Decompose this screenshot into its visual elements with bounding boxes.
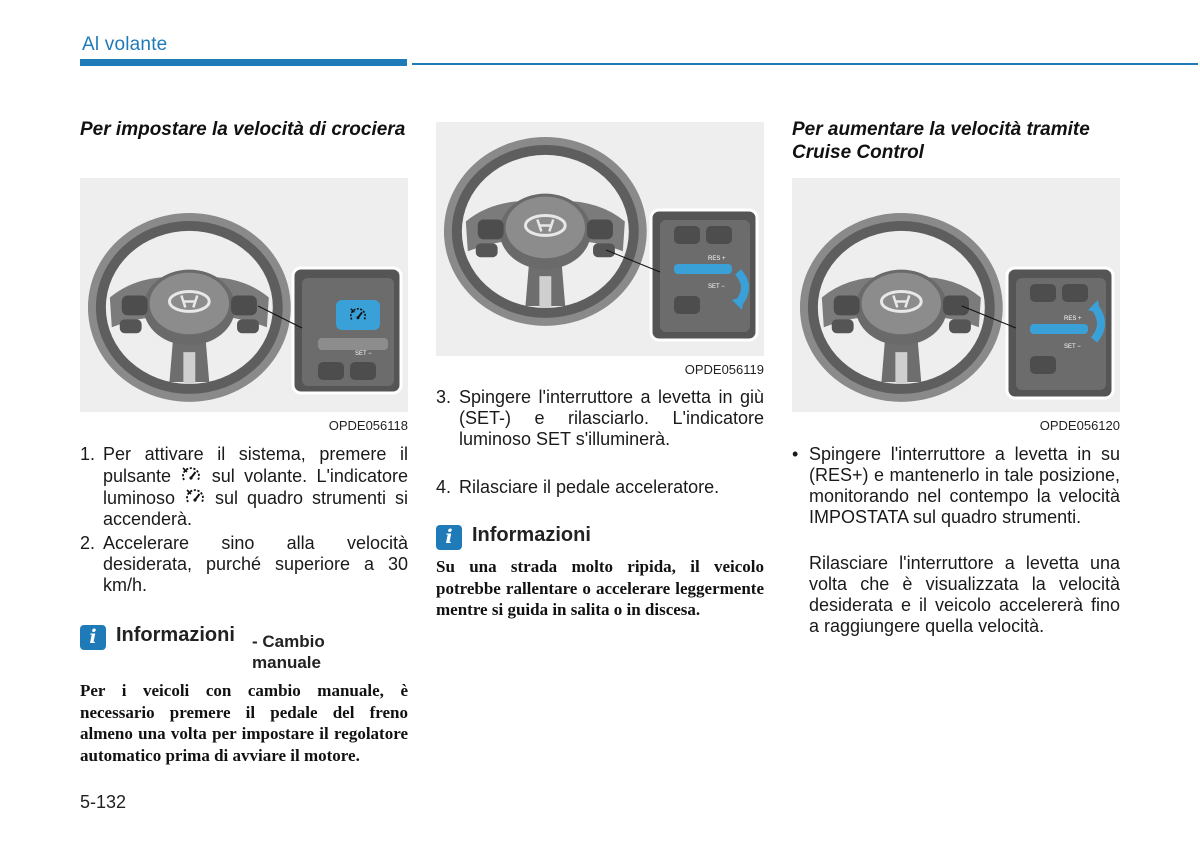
step-number: 4.	[436, 477, 452, 497]
label-res-plus: RES +	[708, 256, 726, 262]
bullet-mark: •	[792, 444, 799, 464]
info-title: Informazioni	[116, 624, 235, 646]
step-text: Rilasciare il pedale acceleratore.	[459, 477, 720, 497]
figure-steering-wheel-set	[80, 178, 408, 412]
bullet-text: Spingere l'interruttore a levetta in su (RES+) e mantenerlo in tale posizione, monitorando nel contempo la velocità IMPOSTATA sul quadro strumenti.	[809, 444, 1120, 527]
info-heading-manual	[80, 622, 408, 672]
info-body-manual: Per i veicoli con cambio manuale, è necessario premere il pedale del freno almeno una volta per impostare il regolatore automatico prima di avviare il motore.	[80, 681, 408, 765]
step-1-part1: Per attivare il sistema, premere il pulsante	[103, 444, 408, 486]
label-res-plus: RES +	[1064, 316, 1082, 322]
page-number: 5-132	[80, 792, 127, 812]
note-release-switch	[792, 553, 1120, 637]
info-subtitle: - Cambio manuale	[252, 632, 325, 672]
figure-code: OPDE056119	[684, 362, 764, 377]
info-body-slope: Su una strada molto ripida, il veicolo potrebbe rallentare o accelerare leggermente mentre si guida in salita o in discesa.	[436, 557, 764, 619]
step-4	[436, 477, 764, 498]
step-text: Accelerare sino alla velocità desiderata, purché superiore a 30 km/h.	[103, 533, 408, 595]
step-text	[103, 444, 408, 530]
bullet-res-plus	[792, 444, 1120, 528]
step-number: 2.	[80, 533, 96, 553]
heading-increase-speed: Per aumentare la velocità tramite Cruise Control	[792, 119, 1090, 163]
figure-steering-wheel-set-minus	[436, 122, 764, 356]
step-2	[80, 533, 408, 596]
cruise-control-icon	[180, 465, 202, 485]
label-set-minus: SET −	[1064, 344, 1081, 350]
figure-code: OPDE056118	[328, 418, 408, 433]
cruise-control-indicator-icon	[184, 487, 206, 507]
step-1	[80, 444, 408, 530]
info-heading-slope	[436, 522, 764, 552]
info-title: Informazioni	[472, 524, 591, 546]
section-title: Al volante	[82, 34, 168, 55]
figure-code: OPDE056120	[1039, 418, 1120, 433]
info-icon: i	[436, 525, 462, 550]
step-1-part3: sul quadro strumenti si accenderà.	[103, 488, 408, 529]
step-1-part2: sul volante. L'indicatore luminoso	[103, 466, 408, 508]
heading-set-speed: Per impostare la velocità di crociera	[80, 119, 406, 140]
step-text: Spingere l'interruttore a levetta in giù (SET-) e rilasciarlo. L'indicatore luminoso SET s'illuminerà.	[459, 387, 764, 449]
info-icon: i	[80, 625, 106, 650]
step-3	[436, 387, 764, 450]
step-number: 1.	[80, 444, 96, 464]
note-text: Rilasciare l'interruttore a levetta una volta che è visualizzata la velocità desiderata e il veicolo accelererà fino a raggiungere quella velocità.	[809, 553, 1120, 636]
header-rule-thin	[412, 63, 1198, 65]
step-number: 3.	[436, 387, 452, 407]
header-rule-thick	[80, 59, 407, 66]
figure-steering-wheel-res-plus	[792, 178, 1120, 412]
label-set-minus: SET −	[355, 351, 372, 357]
label-set-minus: SET −	[708, 284, 725, 290]
